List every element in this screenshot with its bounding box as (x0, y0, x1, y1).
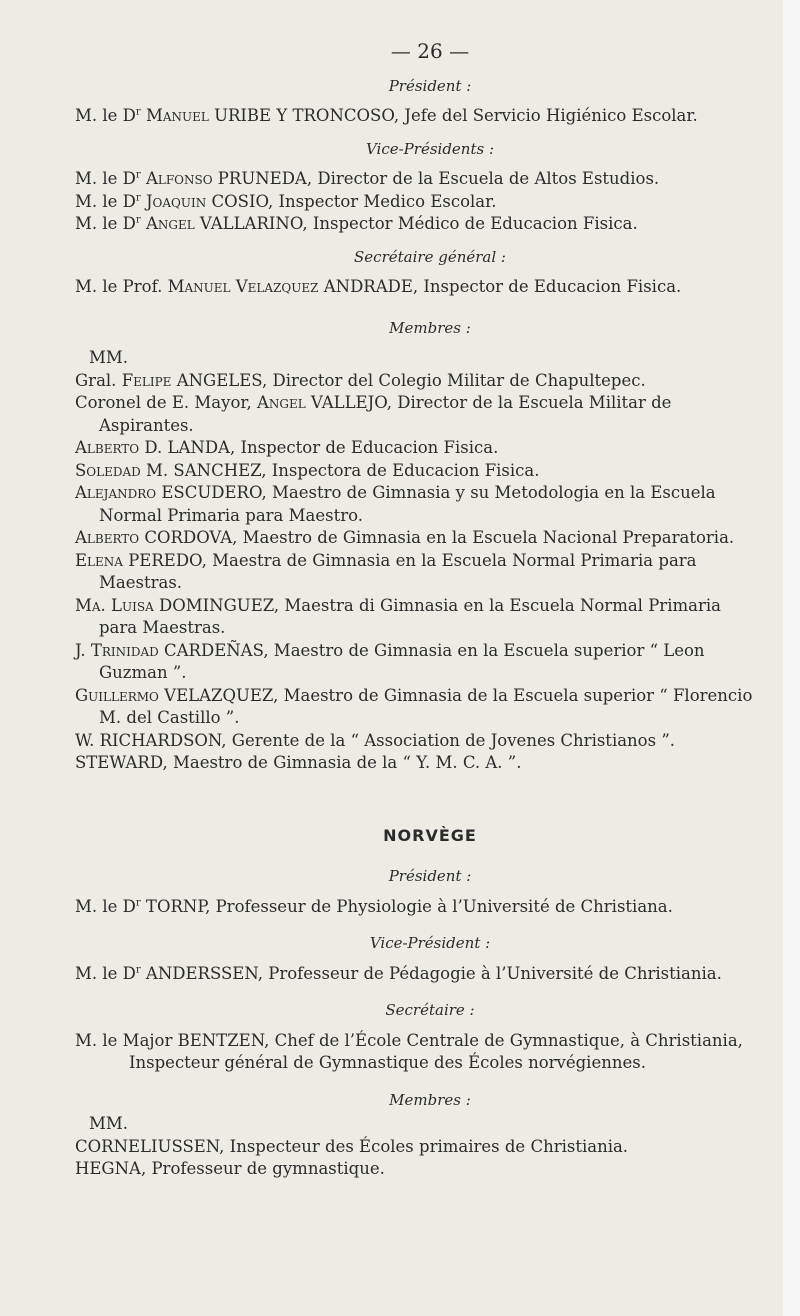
title-sup: r (135, 106, 141, 118)
first-name: Soledad (75, 460, 141, 480)
title-prefix: M. le Prof. (75, 277, 168, 296)
title-prefix: M. le D (75, 106, 136, 125)
title-prefix: M. le D (75, 191, 136, 211)
entry-rest: VALLEJO, Director de la Escuela Militar de Aspirantes. (99, 393, 672, 435)
entry-rest: CORDOVA, Maestro de Gimnasia en la Escuela Nacional Preparatoria. (139, 528, 735, 547)
title-sup: r (135, 214, 141, 226)
entry-rest: DOMINGUEZ, Maestra di Gimnasia en la Escuela Normal Primaria para Maestras. (99, 595, 721, 637)
first-name: Joaquin (145, 191, 207, 211)
entry-rest: CARDEÑAS, Maestro de Gimnasia en la Escuela superior “ Leon Guzman ”. (99, 640, 705, 682)
norvege-vice-line (75, 963, 755, 986)
mexique-mm-label: MM. (89, 348, 129, 367)
name-rest: PRUNEDA, Director de la Escuela de Altos Estudios. (212, 169, 660, 188)
first-name: Alberto (75, 528, 140, 547)
mexique-vice-line (75, 168, 755, 191)
norvege-mm-label: MM. (89, 1114, 129, 1133)
name-rest: COSIO, Inspector Medico Escolar. (206, 191, 497, 211)
member-entry (75, 482, 755, 527)
norvege-secretary-line: M. le Major BENTZEN, Chef de l’École Centrale de Gymnastique, à Christiania, Inspecteur général de Gymnastique des Écoles norvégiennes. (75, 1030, 743, 1072)
member-entry (75, 527, 755, 550)
entry-rest: VELAZQUEZ, Maestro de Gimnasia de la Escuela superior “ Florencio M. del Castillo ”. (99, 685, 753, 727)
name-rest: URIBE Y TRONCOSO, Jefe del Servicio Higiénico Escolar. (208, 106, 698, 125)
norvege-members-heading: Membres : (389, 1090, 471, 1109)
title-sup: r (135, 192, 141, 203)
mexique-secretary-heading: Secrétaire général : (354, 247, 506, 266)
first-name: Manuel (145, 106, 209, 125)
first-name: Angel (256, 393, 306, 412)
entry-rest: ANGELES, Director del Colegio Militar de Chapultepec. (171, 370, 646, 390)
first-name: Manuel Velazquez (167, 277, 319, 296)
first-name: Ma. Luisa (75, 595, 154, 615)
member-entry (75, 595, 755, 640)
first-name: Angel (145, 214, 195, 233)
member-entry (75, 730, 755, 753)
first-name: Trinidad (90, 640, 159, 660)
member-entry (75, 392, 755, 437)
member-entry (75, 370, 755, 393)
title-prefix: M. le D (75, 963, 136, 983)
first-name: Alfonso (145, 169, 213, 188)
norvege-president-line (75, 896, 755, 919)
title-prefix: M. le D (75, 169, 136, 188)
entry-rest: PEREDO, Maestra de Gimnasia en la Escuela Normal Primaria para Maestras. (99, 550, 697, 592)
entry-pre: W. RICHARDSON, Gerente de la “ Association de Jovenes Christianos ”. (75, 730, 676, 750)
norvege-secretary-heading: Secrétaire : (385, 1001, 475, 1019)
entry-pre: Gral. (75, 370, 122, 390)
mexique-members-heading: Membres : (389, 318, 471, 337)
norvege-vice-heading: Vice-Président : (369, 934, 491, 952)
member-entry (75, 685, 755, 730)
name-rest: ANDERSSEN, Professeur de Pédagogie à l’Université de Christiania. (140, 963, 722, 983)
title-sup: r (135, 897, 141, 908)
norvege-member-entry: HEGNA, Professeur de gymnastique. (75, 1159, 385, 1178)
first-name: Felipe (121, 370, 172, 390)
name-rest: TORNP, Professeur de Physiologie à l’Université de Christiana. (140, 896, 673, 916)
norvege-member-entry: CORNELIUSSEN, Inspecteur des Écoles primaires de Christiania. (75, 1136, 629, 1156)
first-name: Alberto (75, 438, 140, 457)
first-name: Alejandro (75, 483, 157, 502)
member-entry (75, 460, 755, 483)
entry-pre: J. (75, 640, 91, 660)
title-prefix: M. le D (75, 214, 136, 233)
mexique-vice-line (75, 213, 755, 236)
member-entry (75, 550, 755, 595)
entry-rest: M. SANCHEZ, Inspectora de Educacion Fisica. (140, 460, 540, 480)
entry-pre: STEWARD, Maestro de Gimnasia de la “ Y. M. C. A. ”. (75, 753, 522, 772)
mexique-president-heading: Président : (388, 76, 472, 95)
member-entry (75, 437, 755, 460)
paper-edge (783, 0, 800, 1316)
entry-rest: ESCUDERO, Maestro de Gimnasia y su Metodologia en la Escuela Normal Primaria para Maestro. (99, 483, 716, 525)
member-entry (75, 640, 755, 685)
entry-pre: Coronel de E. Mayor, (75, 393, 257, 412)
entry-rest: D. LANDA, Inspector de Educacion Fisica. (139, 438, 499, 457)
title-sup: r (135, 169, 141, 181)
mexique-vice-line (75, 191, 755, 214)
title-sup: r (135, 964, 141, 975)
title-prefix: M. le D (75, 896, 136, 916)
name-rest: ANDRADE, Inspector de Educacion Fisica. (318, 277, 682, 296)
first-name: Elena (75, 550, 123, 570)
name-rest: VALLARINO, Inspector Médico de Educacion Fisica. (194, 214, 638, 233)
norvege-president-heading: Président : (388, 867, 472, 885)
document-page (75, 40, 755, 1181)
country-title-norvege: NORVÈGE (383, 825, 477, 845)
page-number: — 26 — (390, 39, 470, 63)
mexique-secretary-line (75, 276, 755, 299)
mexique-vice-heading: Vice-Présidents : (365, 139, 495, 158)
member-entry (75, 752, 755, 775)
mexique-president-line (75, 105, 755, 128)
first-name: Guillermo (75, 685, 159, 705)
